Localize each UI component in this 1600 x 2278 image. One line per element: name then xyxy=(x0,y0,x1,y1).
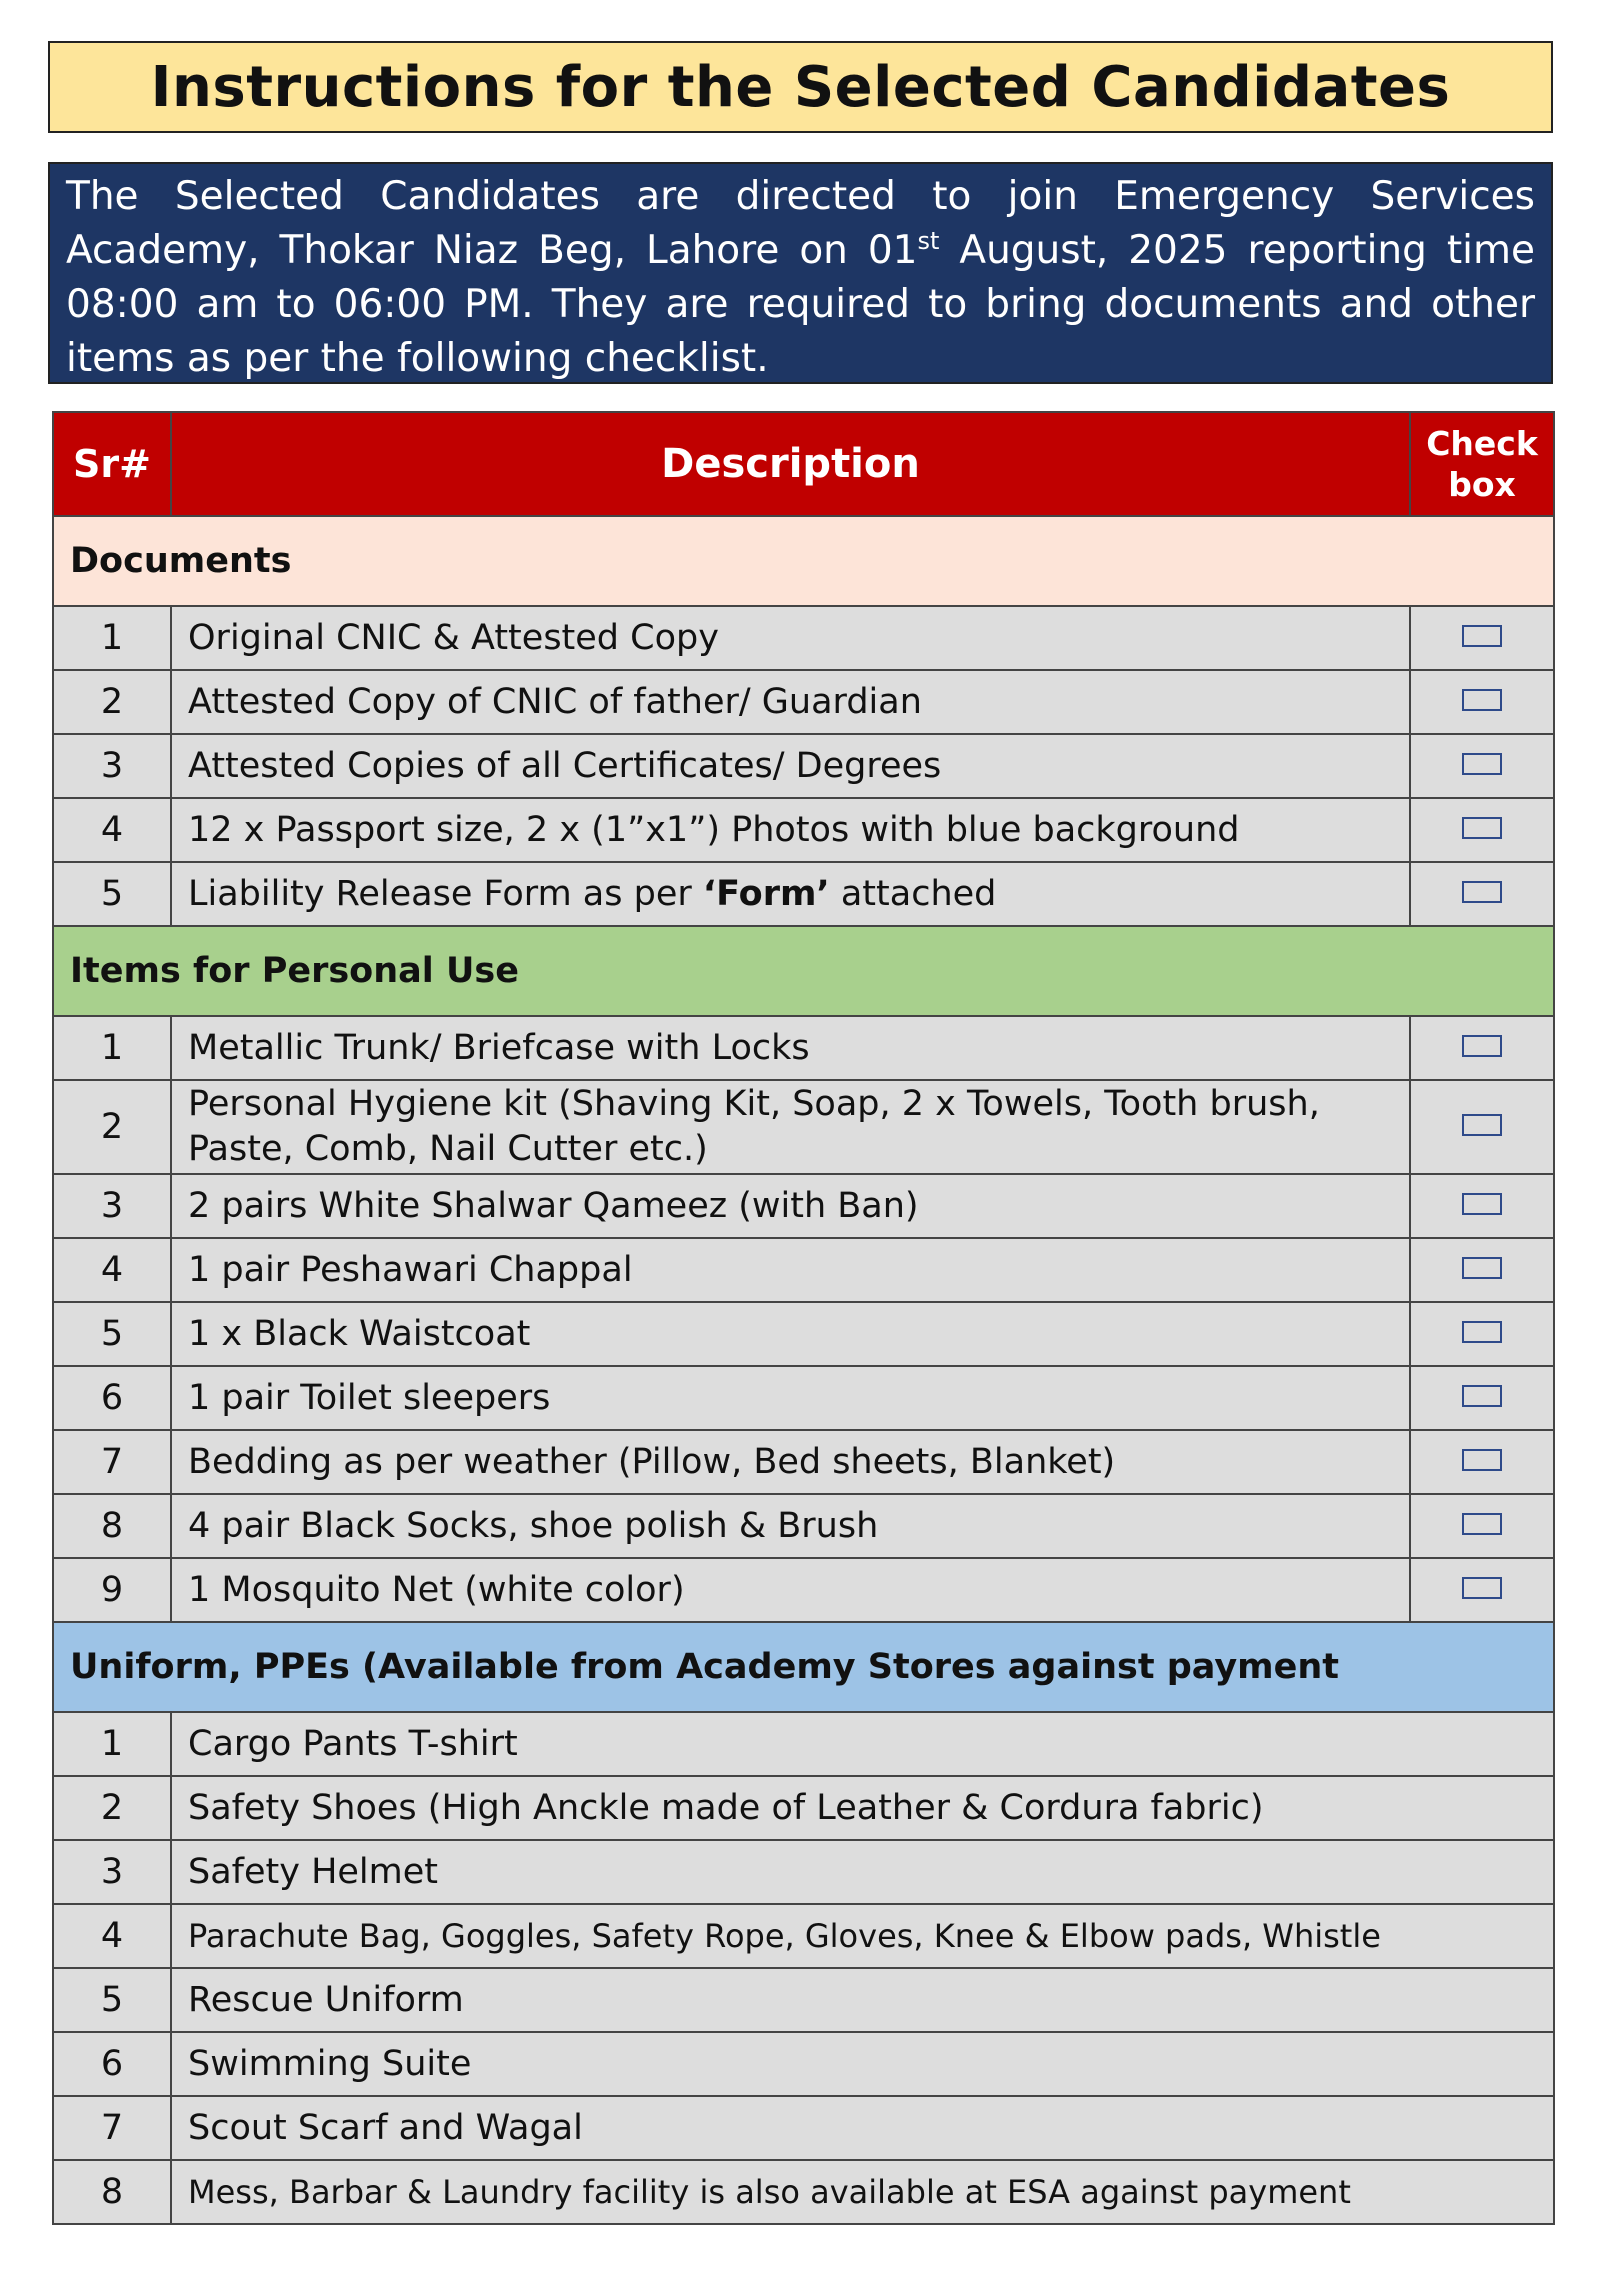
table-row xyxy=(53,734,1554,798)
row-description: Bedding as per weather (Pillow, Bed sheets, Blanket) xyxy=(171,1430,1410,1494)
header-description: Description xyxy=(171,412,1410,516)
row-number: 6 xyxy=(53,1366,171,1430)
checkbox[interactable] xyxy=(1462,1513,1502,1535)
row-number: 8 xyxy=(53,2160,171,2224)
row-description: 2 pairs White Shalwar Qameez (with Ban) xyxy=(171,1174,1410,1238)
title-banner xyxy=(48,41,1553,133)
checklist-table xyxy=(52,411,1555,2225)
checkbox[interactable] xyxy=(1462,1577,1502,1599)
row-number: 4 xyxy=(53,1904,171,1968)
checkbox[interactable] xyxy=(1462,625,1502,647)
row-description: 1 x Black Waistcoat xyxy=(171,1302,1410,1366)
row-checkbox-cell xyxy=(1410,734,1554,798)
checkbox[interactable] xyxy=(1462,753,1502,775)
row-description: Personal Hygiene kit (Shaving Kit, Soap, 2 x Towels, Tooth brush, Paste, Comb, Nail Cutter etc.) xyxy=(171,1080,1410,1174)
table-row xyxy=(53,670,1554,734)
row-checkbox-cell xyxy=(1410,1366,1554,1430)
row-checkbox-cell xyxy=(1410,1174,1554,1238)
row-number: 1 xyxy=(53,1712,171,1776)
row-number: 2 xyxy=(53,1776,171,1840)
row-number: 4 xyxy=(53,798,171,862)
header-sr: Sr# xyxy=(53,412,171,516)
row-description: Parachute Bag, Goggles, Safety Rope, Gloves, Knee & Elbow pads, Whistle xyxy=(171,1904,1554,1968)
checkbox[interactable] xyxy=(1462,1035,1502,1057)
row-description: 1 Mosquito Net (white color) xyxy=(171,1558,1410,1622)
table-row xyxy=(53,1968,1554,2032)
row-number: 3 xyxy=(53,734,171,798)
row-number: 2 xyxy=(53,670,171,734)
checkbox[interactable] xyxy=(1462,1114,1502,1136)
checkbox[interactable] xyxy=(1462,1449,1502,1471)
table-row xyxy=(53,606,1554,670)
row-text: Liability Release Form as per xyxy=(188,873,703,914)
table-row xyxy=(53,1494,1554,1558)
row-description: 1 pair Toilet sleepers xyxy=(171,1366,1410,1430)
checkbox[interactable] xyxy=(1462,1321,1502,1343)
header-check-line1: Check xyxy=(1426,424,1538,463)
row-number: 3 xyxy=(53,1174,171,1238)
section-uniform-ppes xyxy=(53,1622,1554,1712)
checkbox[interactable] xyxy=(1462,1193,1502,1215)
table-row xyxy=(53,1174,1554,1238)
row-checkbox-cell xyxy=(1410,798,1554,862)
form-reference: ‘Form’ xyxy=(702,873,830,914)
table-row xyxy=(53,1016,1554,1080)
table-row xyxy=(53,798,1554,862)
row-description: Original CNIC & Attested Copy xyxy=(171,606,1410,670)
row-number: 9 xyxy=(53,1558,171,1622)
table-row xyxy=(53,2160,1554,2224)
row-description xyxy=(171,862,1410,926)
row-checkbox-cell xyxy=(1410,1494,1554,1558)
section-title: Documents xyxy=(53,516,1554,606)
checkbox[interactable] xyxy=(1462,817,1502,839)
intro-text-end: August, 2025 reporting time 08:00 am to 06:00 PM. They are required to bring documents and other items as per the following checklist. xyxy=(66,228,1535,381)
row-checkbox-cell xyxy=(1410,862,1554,926)
checkbox[interactable] xyxy=(1462,1385,1502,1407)
row-description: Rescue Uniform xyxy=(171,1968,1554,2032)
row-description: Safety Helmet xyxy=(171,1840,1554,1904)
row-number: 3 xyxy=(53,1840,171,1904)
row-number: 5 xyxy=(53,1968,171,2032)
table-row xyxy=(53,2032,1554,2096)
row-number: 6 xyxy=(53,2032,171,2096)
table-row xyxy=(53,1430,1554,1494)
row-checkbox-cell xyxy=(1410,1430,1554,1494)
intro-date-suffix: st xyxy=(917,227,940,255)
intro-text-start: The Selected Candidates are directed to join Emergency Services Academy, Thokar Niaz Beg, Lahore on 01 xyxy=(66,174,1535,273)
row-description: Swimming Suite xyxy=(171,2032,1554,2096)
row-number: 1 xyxy=(53,1016,171,1080)
row-number: 1 xyxy=(53,606,171,670)
table-row xyxy=(53,1366,1554,1430)
row-checkbox-cell xyxy=(1410,1016,1554,1080)
table-row xyxy=(53,1558,1554,1622)
checkbox[interactable] xyxy=(1462,1257,1502,1279)
row-description: 1 pair Peshawari Chappal xyxy=(171,1238,1410,1302)
row-description: Mess, Barbar & Laundry facility is also available at ESA against payment xyxy=(171,2160,1554,2224)
row-number: 5 xyxy=(53,862,171,926)
row-description: 12 x Passport size, 2 x (1”x1”) Photos with blue background xyxy=(171,798,1410,862)
checkbox[interactable] xyxy=(1462,689,1502,711)
section-title: Items for Personal Use xyxy=(53,926,1554,1016)
table-header-row xyxy=(53,412,1554,516)
row-description: Cargo Pants T-shirt xyxy=(171,1712,1554,1776)
row-checkbox-cell xyxy=(1410,606,1554,670)
row-number: 5 xyxy=(53,1302,171,1366)
checkbox[interactable] xyxy=(1462,881,1502,903)
table-row xyxy=(53,2096,1554,2160)
row-number: 7 xyxy=(53,2096,171,2160)
row-checkbox-cell xyxy=(1410,670,1554,734)
row-description: Metallic Trunk/ Briefcase with Locks xyxy=(171,1016,1410,1080)
section-documents xyxy=(53,516,1554,606)
row-number: 2 xyxy=(53,1080,171,1174)
header-checkbox xyxy=(1410,412,1554,516)
row-description: Scout Scarf and Wagal xyxy=(171,2096,1554,2160)
row-checkbox-cell xyxy=(1410,1558,1554,1622)
table-row xyxy=(53,1904,1554,1968)
row-checkbox-cell xyxy=(1410,1302,1554,1366)
table-row xyxy=(53,862,1554,926)
page-title: Instructions for the Selected Candidates xyxy=(150,54,1451,120)
row-checkbox-cell xyxy=(1410,1080,1554,1174)
row-checkbox-cell xyxy=(1410,1238,1554,1302)
row-description: Attested Copy of CNIC of father/ Guardian xyxy=(171,670,1410,734)
section-title: Uniform, PPEs (Available from Academy Stores against payment xyxy=(53,1622,1554,1712)
table-row xyxy=(53,1302,1554,1366)
row-number: 8 xyxy=(53,1494,171,1558)
row-description: 4 pair Black Socks, shoe polish & Brush xyxy=(171,1494,1410,1558)
intro-paragraph xyxy=(48,162,1553,384)
table-row xyxy=(53,1238,1554,1302)
table-row xyxy=(53,1840,1554,1904)
table-row xyxy=(53,1712,1554,1776)
row-number: 7 xyxy=(53,1430,171,1494)
row-description: Safety Shoes (High Anckle made of Leather & Cordura fabric) xyxy=(171,1776,1554,1840)
table-row xyxy=(53,1080,1554,1174)
row-description: Attested Copies of all Certificates/ Degrees xyxy=(171,734,1410,798)
row-text: attached xyxy=(829,873,997,914)
table-row xyxy=(53,1776,1554,1840)
row-number: 4 xyxy=(53,1238,171,1302)
section-personal-items xyxy=(53,926,1554,1016)
header-check-line2: box xyxy=(1448,465,1516,504)
